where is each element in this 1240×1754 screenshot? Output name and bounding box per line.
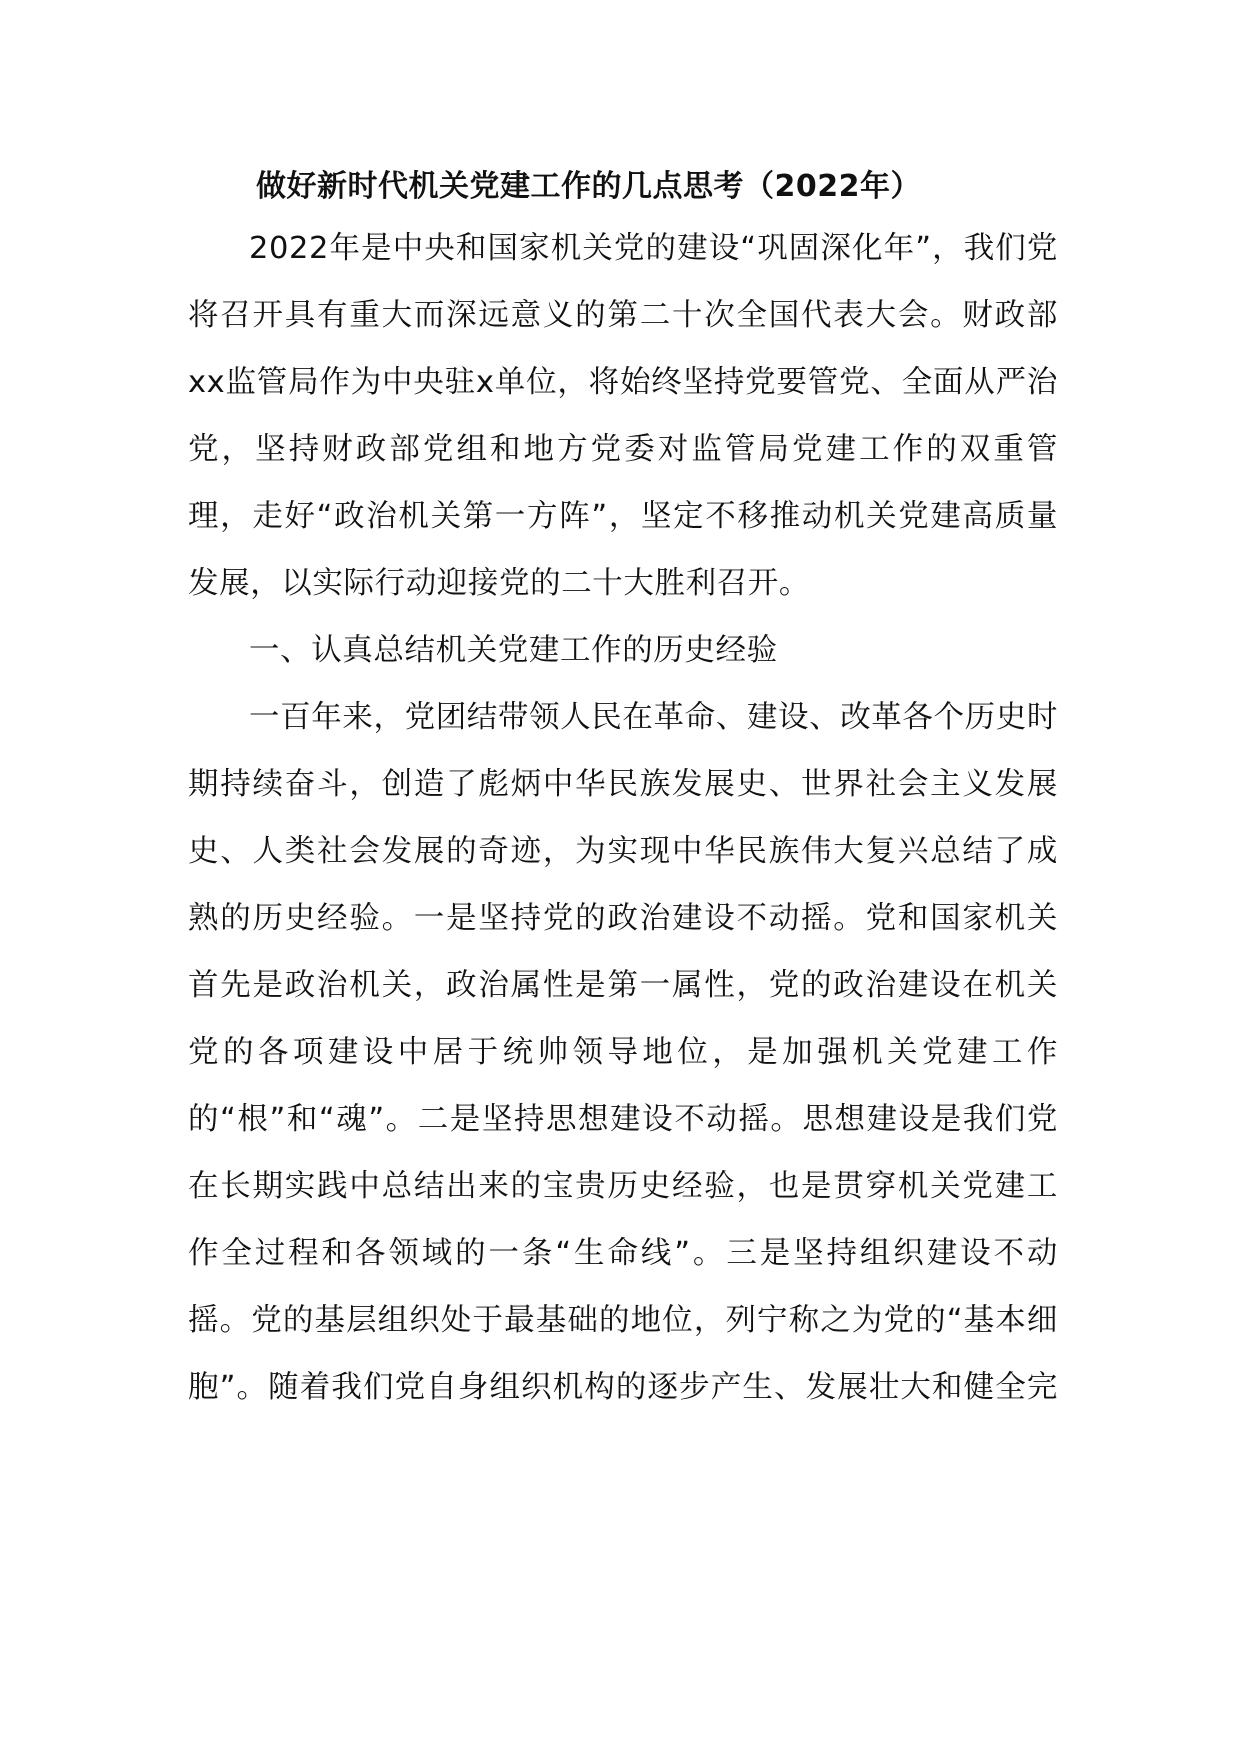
section-heading: 一、认真总结机关党建工作的历史经验 xyxy=(249,633,778,668)
document-title: 做好新时代机关党建工作的几点思考（2022年） xyxy=(256,169,921,204)
body-paragraph: 一百年来，党团结带领人民在革命、建设、改革各个历史时期持续奋斗，创造了彪炳中华民族发展史、世界社会主义发展史、人类社会发展的奇迹，为实现中华民族伟大复兴总结了成熟的历史经验。一是坚持党的政治建设不动摇。党和国家机关首先是政治机关，政治属性是第一属性，党的政治建设在机关党的各项建设中居于统帅领导地位，是加强机关党建工作的“根”和“魂”。二是坚持思想建设不动摇。思想建设是我们党在长期实践中总结出来的宝贵历史经验，也是贯穿机关党建工作全过程和各领域的一条“生命线”。三是坚持组织建设不动摇。党的基层组织处于最基础的地位，列宁称之为党的“基本细胞”。随着我们党自身组织机构的逐步产生、发展壮大和健全完 xyxy=(188,700,1058,1405)
document-body xyxy=(188,159,1058,1421)
intro-paragraph: 2022年是中央和国家机关党的建设“巩固深化年”，我们党将召开具有重大而深远意义的第二十次全国代表大会。财政部xx监管局作为中央驻x单位，将始终坚持党要管党、全面从严治党，坚持财政部党组和地方党委对监管局党建工作的双重管理，走好“政治机关第一方阵”，坚定不移推动机关党建高质量发展，以实际行动迎接党的二十大胜利召开。 xyxy=(188,231,1058,601)
